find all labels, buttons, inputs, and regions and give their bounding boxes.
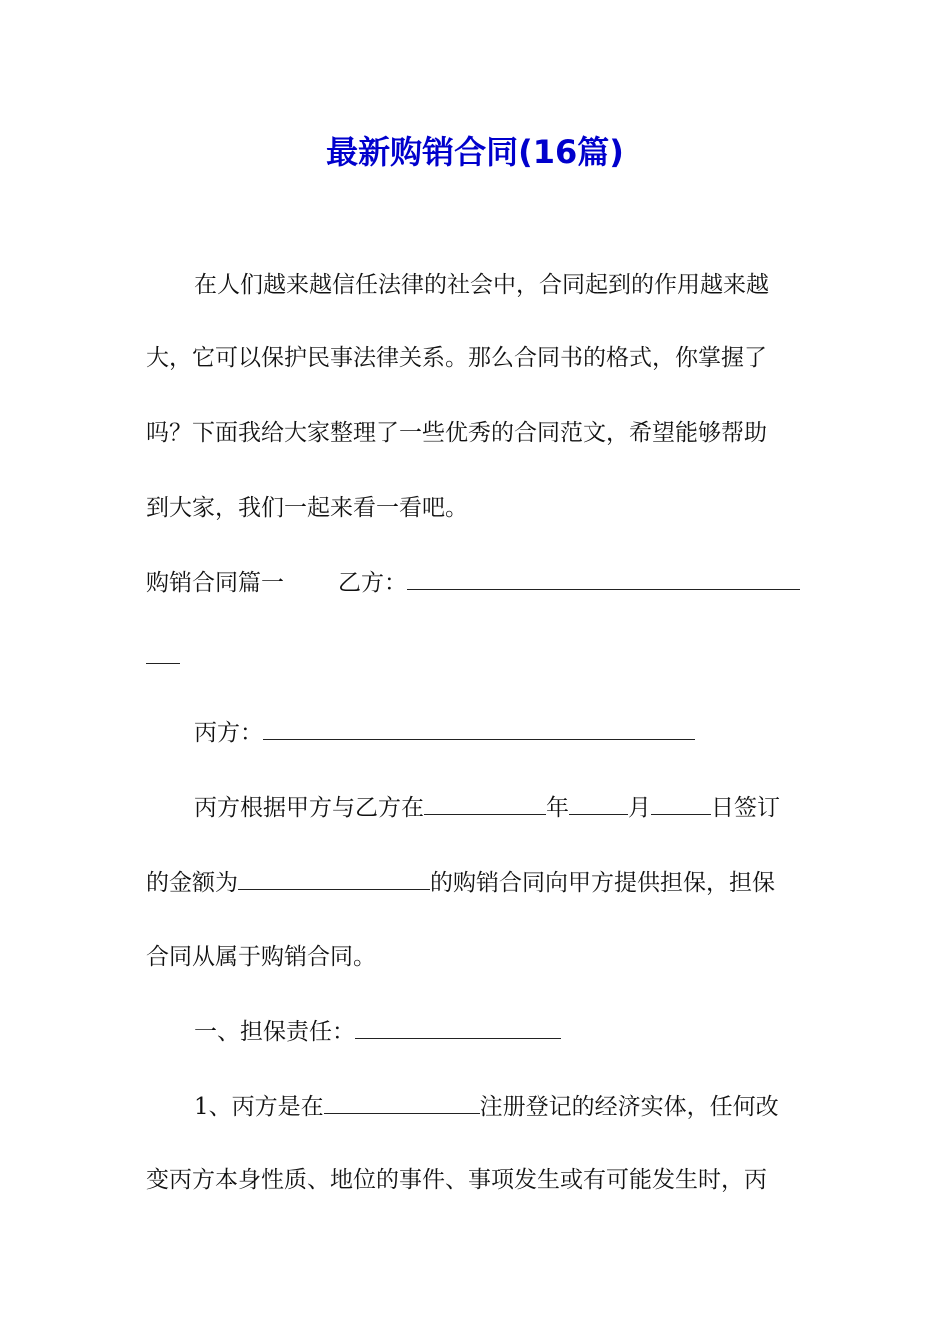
registration-place-blank <box>324 1091 480 1114</box>
guarantee-line-2 <box>146 866 775 900</box>
year-label: 年 <box>546 795 569 821</box>
intro-line-4: 到大家，我们一起来看一看吧。 <box>146 495 468 521</box>
clause-one-line <box>194 1015 561 1049</box>
intro-line-1: 在人们越来越信任法律的社会中，合同起到的作用越来越 <box>194 272 769 298</box>
guarantee-line-1 <box>194 791 780 825</box>
clause-one-blank <box>355 1016 561 1039</box>
party-b-blank <box>407 567 800 590</box>
day-signed-label: 日签订 <box>711 795 780 821</box>
party-b-label: 乙方： <box>338 570 407 596</box>
section-heading: 购销合同篇一 <box>146 570 284 596</box>
intro-line-2: 大，它可以保护民事法律关系。那么合同书的格式，你掌握了 <box>146 345 767 371</box>
amount-blank <box>238 867 430 890</box>
page-title: 最新购销合同(16篇) <box>326 133 624 171</box>
intro-line-3: 吗？下面我给大家整理了一些优秀的合同范文，希望能够帮助 <box>146 420 767 446</box>
clause-one-label: 一、担保责任： <box>194 1019 355 1045</box>
clause-1-suffix: 注册登记的经济实体，任何改 <box>479 1094 779 1120</box>
party-b-blank-continued-line <box>146 640 180 674</box>
amount-prefix: 的金额为 <box>146 870 238 896</box>
clause-1-line-1 <box>194 1090 779 1124</box>
party-b-blank-continued <box>146 641 180 664</box>
guarantee-line-3: 合同从属于购销合同。 <box>146 944 376 970</box>
section-heading-line <box>146 566 800 600</box>
day-blank <box>651 792 711 815</box>
month-label: 月 <box>628 795 651 821</box>
clause-1-line-2: 变丙方本身性质、地位的事件、事项发生或有可能发生时，丙 <box>146 1167 767 1193</box>
month-blank <box>569 792 628 815</box>
party-c-label: 丙方： <box>194 720 263 746</box>
party-c-line <box>194 716 695 750</box>
contract-date-blank <box>424 792 546 815</box>
clause-1-prefix: 1、丙方是在 <box>194 1094 324 1120</box>
amount-suffix: 的购销合同向甲方提供担保，担保 <box>430 870 775 896</box>
party-c-blank <box>263 717 695 740</box>
guarantee-part1: 丙方根据甲方与乙方在 <box>194 795 424 821</box>
